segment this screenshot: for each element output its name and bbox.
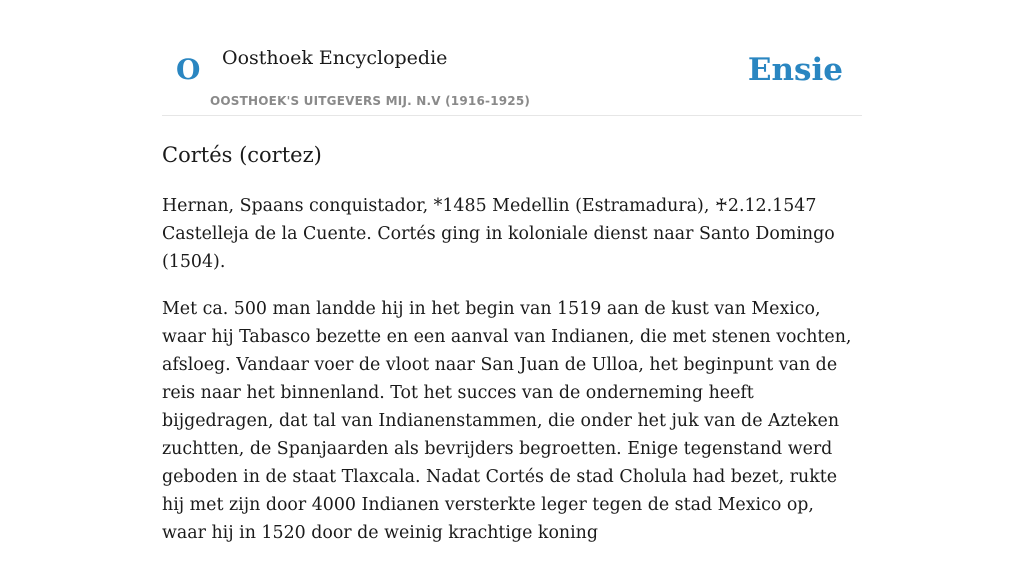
site-logo-icon[interactable]: O [176,53,201,86]
site-header [162,40,862,116]
article-paragraph: Met ca. 500 man landde hij in het begin van 1519 aan de kust van Mexico, waar hij Tabasco bezette en een aanval van Indianen, die met stenen vochten, afsloeg. Vandaar voer de vloot naar San Juan de Ulloa, het beginpunt van de reis naar het binnenland. Tot het succes van de onderneming heeft bijgedragen, dat tal van Indianenstammen, die onder het juk van de Azteken zuchtten, de Spanjaarden als bevrijders begroetten. Enige tegenstand werd geboden in de staat Tlaxcala. Nadat Cortés de stad Cholula had bezet, rukte hij met zijn door 4000 Indianen versterkte leger tegen de stad Mexico op, waar hij in 1520 door de weinig krachtige koning [162,299,852,543]
site-title-link[interactable]: Oosthoek Encyclopedie [222,47,448,69]
article-title: Cortés (cortez) [162,143,322,167]
publisher-subtitle: OOSTHOEK'S UITGEVERS MIJ. N.V (1916-1925) [210,94,531,108]
ensie-brand-link[interactable]: Ensie [747,52,843,88]
article-paragraph: Hernan, Spaans conquistador, *1485 Medellin (Estramadura), ♰2.12.1547 Castelleja de la Cuente. Cortés ging in koloniale dienst naar Santo Domingo (1504). [162,196,835,272]
article-body [162,192,862,566]
